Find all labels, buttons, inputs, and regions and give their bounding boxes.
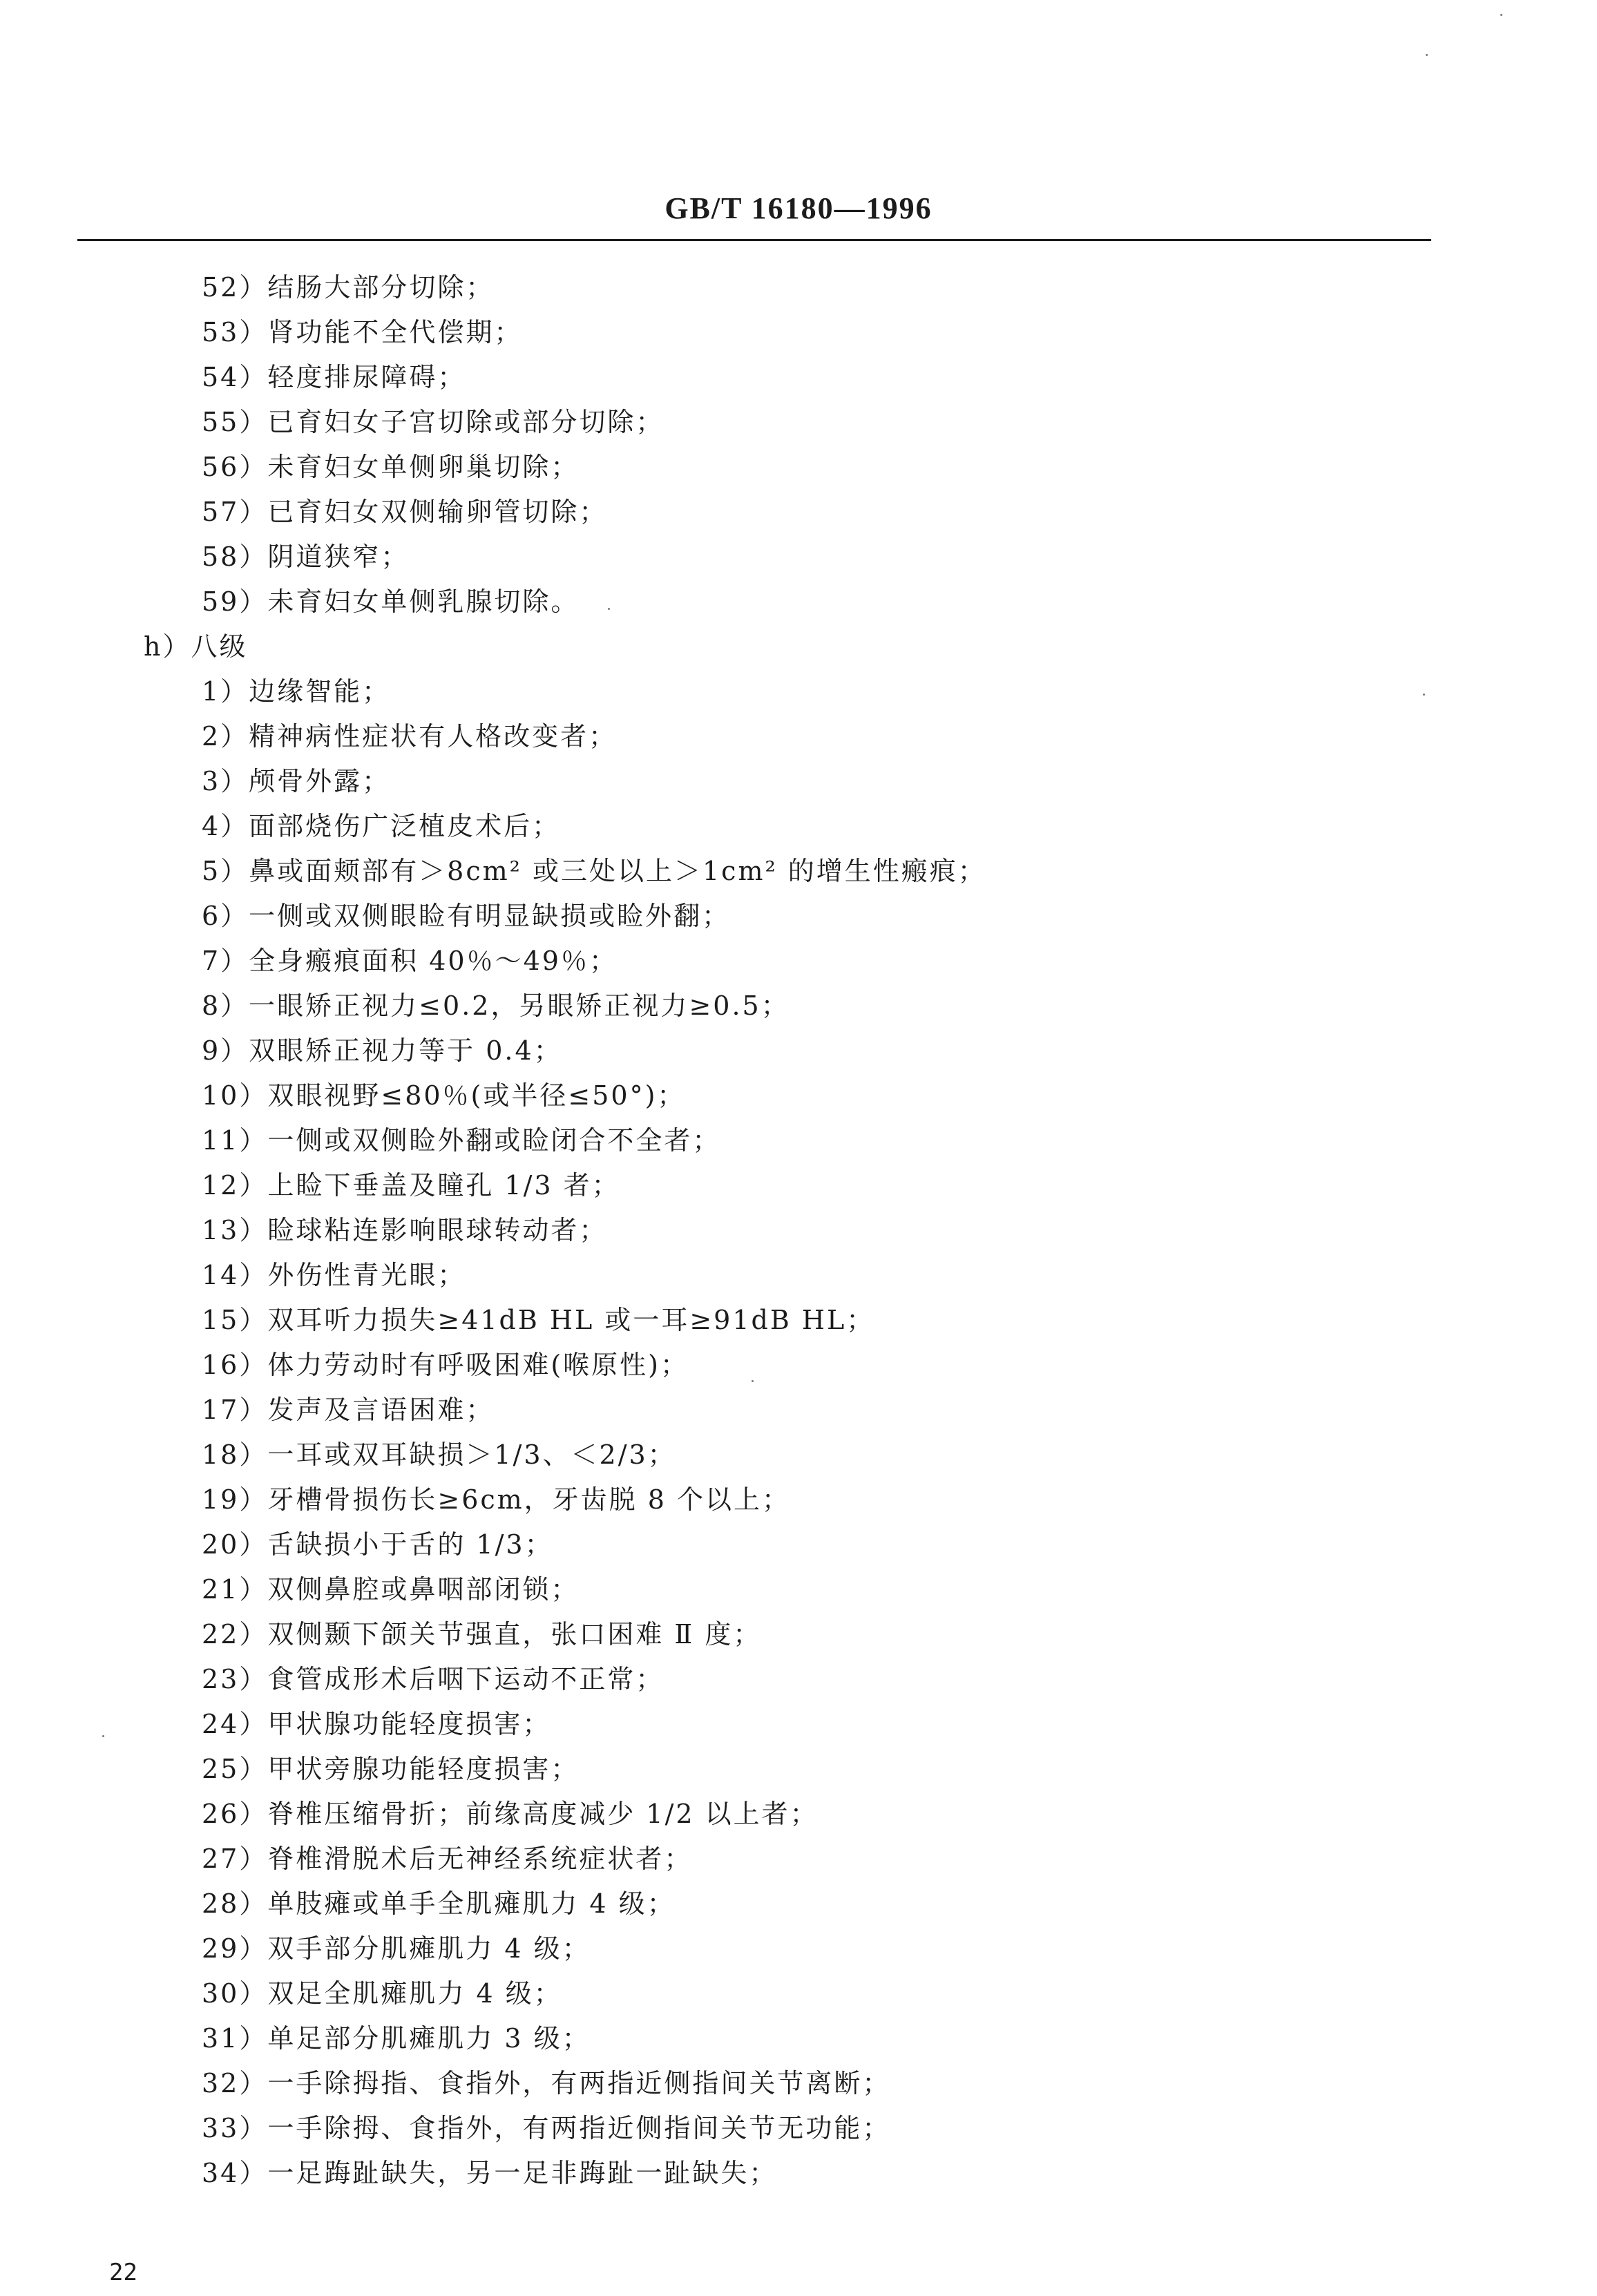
list-item: 26）脊椎压缩骨折；前缘高度减少 1/2 以上者； — [202, 1799, 819, 1829]
list-item: 3）颅骨外露； — [202, 766, 391, 796]
list-item: 7）全身瘢痕面积 40％～49％； — [202, 946, 618, 976]
list-item: 10）双眼视野≤80％(或半径≤50°)； — [202, 1080, 686, 1111]
list-item: 13）睑球粘连影响眼球转动者； — [202, 1215, 608, 1245]
list-item: 6）一侧或双侧眼睑有明显缺损或睑外翻； — [202, 901, 731, 931]
standard-number-header: GB/T 16180—1996 — [664, 191, 933, 225]
list-item: 9）双眼矫正视力等于 0.4； — [202, 1035, 562, 1066]
list-item: 20）舌缺损小于舌的 1/3； — [202, 1529, 553, 1560]
scan-speck — [752, 1380, 754, 1382]
list-item: 21）双侧鼻腔或鼻咽部闭锁； — [202, 1574, 580, 1605]
list-item: 55）已育妇女子宫切除或部分切除； — [202, 407, 664, 437]
list-item: 15）双耳听力损失≥41dB HL 或一耳≥91dB HL； — [202, 1305, 875, 1335]
list-item: 28）单肢瘫或单手全肌瘫肌力 4 级； — [202, 1888, 676, 1919]
list-item: 33）一手除拇、食指外，有两指近侧指间关节无功能； — [202, 2113, 891, 2143]
scan-speck — [102, 1735, 104, 1737]
list-item: 29）双手部分肌瘫肌力 4 级； — [202, 1933, 591, 1964]
page-number: 22 — [109, 2259, 137, 2286]
list-item: 25）甲状旁腺功能轻度损害； — [202, 1754, 580, 1784]
list-item: 23）食管成形术后咽下运动不正常； — [202, 1664, 664, 1694]
list-item: 16）体力劳动时有呼吸困难(喉原性)； — [202, 1350, 689, 1380]
list-item: 12）上睑下垂盖及瞳孔 1/3 者； — [202, 1170, 620, 1200]
scan-speck — [608, 608, 610, 610]
list-item: 17）发声及言语困难； — [202, 1395, 495, 1425]
list-item: 24）甲状腺功能轻度损害； — [202, 1709, 551, 1739]
list-item: 52）结肠大部分切除； — [202, 272, 495, 303]
list-item: 32）一手除拇指、食指外，有两指近侧指间关节离断； — [202, 2068, 891, 2098]
list-item: 1）边缘智能； — [202, 676, 391, 707]
section-heading-grade-8: h）八级 — [144, 631, 248, 662]
list-item: 56）未育妇女单侧卵巢切除； — [202, 452, 580, 482]
document-body — [0, 265, 1597, 2196]
list-item: 19）牙槽骨损伤长≥6cm，牙齿脱 8 个以上； — [202, 1484, 791, 1515]
scan-speck — [1423, 693, 1425, 696]
header-divider — [77, 239, 1431, 241]
list-item: 34）一足踇趾缺失，另一足非踇趾一趾缺失； — [202, 2158, 778, 2188]
list-item: 4）面部烧伤广泛植皮术后； — [202, 811, 561, 841]
list-item: 57）已育妇女双侧输卵管切除； — [202, 497, 608, 527]
list-item: 27）脊椎滑脱术后无神经系统症状者； — [202, 1844, 693, 1874]
list-item: 58）阴道狭窄； — [202, 542, 410, 572]
list-item: 11）一侧或双侧睑外翻或睑闭合不全者； — [202, 1125, 721, 1156]
list-item: 14）外伤性青光眼； — [202, 1260, 466, 1290]
list-item: 18）一耳或双耳缺损＞1/3、＜2/3； — [202, 1439, 676, 1470]
list-item: 2）精神病性症状有人格改变者； — [202, 721, 618, 752]
list-item: 8）一眼矫正视力≤0.2，另眼矫正视力≥0.5； — [202, 991, 790, 1021]
list-item: 22）双侧颞下颌关节强直，张口困难 Ⅱ 度； — [202, 1619, 762, 1649]
scan-speck — [1500, 14, 1502, 16]
list-item: 30）双足全肌瘫肌力 4 级； — [202, 1978, 562, 2009]
list-item: 59）未育妇女单侧乳腺切除。 — [202, 586, 580, 617]
list-item: 5）鼻或面颊部有＞8cm² 或三处以上＞1cm² 的增生性瘢痕； — [202, 856, 986, 886]
list-item: 31）单足部分肌瘫肌力 3 级； — [202, 2023, 591, 2054]
list-item: 53）肾功能不全代偿期； — [202, 317, 523, 347]
scan-speck — [1426, 54, 1428, 56]
list-item: 54）轻度排尿障碍； — [202, 362, 466, 392]
